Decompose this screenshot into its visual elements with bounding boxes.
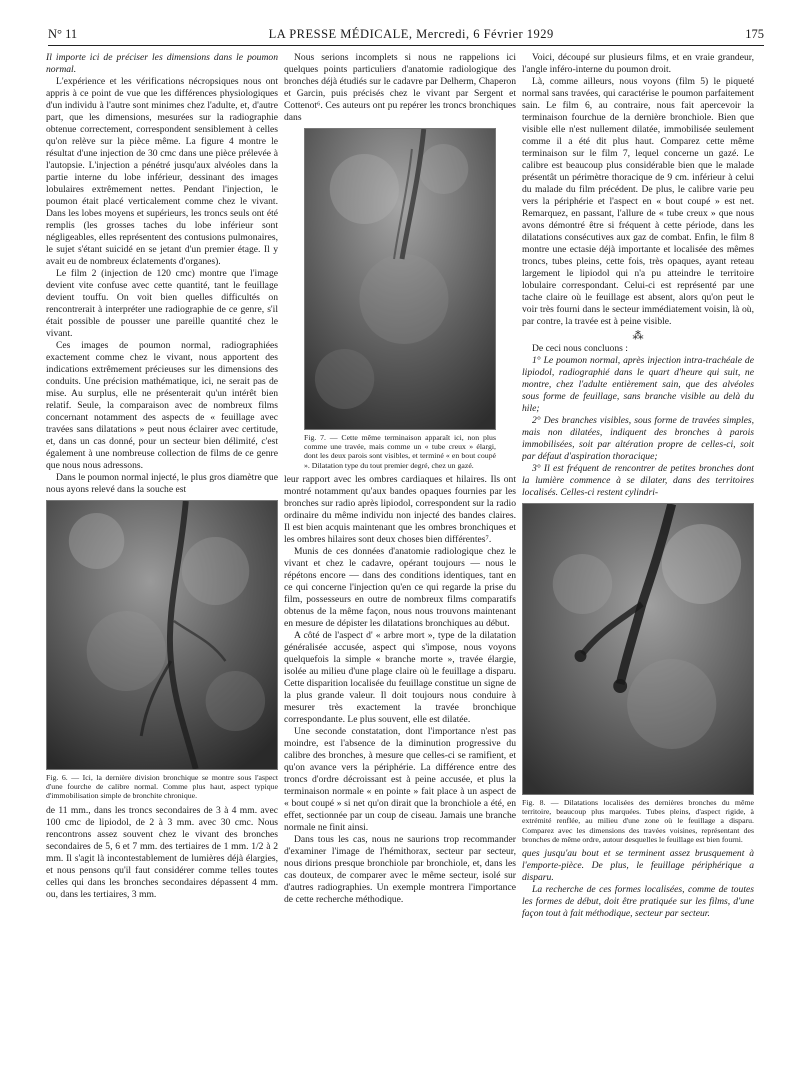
- paragraph: A côté de l'aspect d' « arbre mort », type de la dilatation généralisée accusée, aspect qui s'impose, nous voyons quelquefois la simple « branche morte », travée élargie, isolée au milieu d'une plage claire où le feuillage a disparu. Cette disparition localisée du feuillage constitue un signe de la plus grande valeur. Il doit toujours nous conduire à mesurer très exactement la travée bronchique correspondante. Le plus souvent, elle est dilatée.: [284, 629, 516, 725]
- figure-8: [522, 503, 754, 844]
- paragraph: leur rapport avec les ombres cardiaques et hilaires. Ils ont montré notamment qu'aux bandes opaques fournies par les bronches sur radio après lipiodol, correspondent sur la radio ordinaire du même individu non injecté des bandes claires. Il est bien acquis maintenant que les ombres bronchiques et les ombres hilaires sont deux choses bien différentes⁷.: [284, 473, 516, 545]
- column-1: [46, 52, 278, 1066]
- paragraph: Le film 2 (injection de 120 cmc) montre que l'image devient vite confuse avec cette quantité, tant le feuillage devient touffu. On voit bien quelles difficultés on rencontrerait à interpréter une radiographie de ce genre, s'il était possible de pousser une pareille quantité chez le vivant.: [46, 268, 278, 339]
- paragraph: L'expérience et les vérifications nécropsiques nous ont appris à ce point de vue que les différences physiologiques d'un individu à l'autre sont minimes chez l'adulte, et, d'autre part, que les dimensions, mesurées sur la radiographie obtenue correctement, correspondent sensiblement à celles qu'on relève sur la pièce même. La figure 4 montre le résultat d'une injection de 30 cmc dans une pièce prélevée à l'autopsie. L'injection a pénétré jusqu'aux alvéoles dans la partie interne du lobe inférieur, dessinant des images lobulaires extrêmement nettes. Pendant l'injection, le poumon était placé verticalement comme chez le vivant. Dans les lobes moyens et supérieurs, les troncs seuls ont été remplis (les grosses taches du lobe inférieur sont négligeables, elles représentent des contusions pulmonaires, le sujet s'étant suicidé en se jetant d'un premier étage. Il y avait eu de nombreux éclatements d'organes).: [46, 76, 278, 267]
- column-3: [522, 52, 754, 1066]
- conclusion-2: 2° Des branches visibles, sous forme de travées simples, mais non dilatées, indiquent des bronches à parois immobilisées, soit par altération propre de celles-ci, soit par défaut d'aspiration thoracique;: [522, 415, 754, 462]
- paragraph: Nous serions incomplets si nous ne rappelions ici quelques points particuliers d'anatomie radiologique des bronches déjà étudiés sur le cadavre par Delherm, Chaperon et Garcin, puis précisés chez le vivant par Sergent et Cottenot⁶. Ces auteurs ont pu repérer les troncs bronchiques dans: [284, 52, 516, 123]
- figure-7: [304, 128, 496, 470]
- section-separator: ⁂: [632, 330, 644, 342]
- figure-6: [46, 500, 278, 801]
- running-header: [48, 20, 764, 46]
- paragraph: La recherche de ces formes localisées, comme de toutes les formes de début, doit être pratiquée sur les films, d'une façon tout à fait méthodique, secteur par secteur.: [522, 884, 754, 920]
- conclusion-3: 3° Il est fréquent de rencontrer de petites bronches dont la lumière commence à se dilater, dans des territoires localisés. Celles-ci restent cylindri-: [522, 463, 754, 498]
- conclusion-1: 1° Le poumon normal, après injection intra-trachéale de lipiodol, radiographié dans le quart d'heure qui suit, ne montre, chez l'adulte entièrement sain, que des alvéoles sous forme de feuillage, sans branche visible au delà du hile;: [522, 355, 754, 414]
- page-number: 175: [745, 27, 764, 41]
- paragraph: Ces images de poumon normal, radiographiées exactement comme chez le vivant, nous apportent des indications extrêmement précieuses sur les dimensions des conduits. Une précision mathématique, ici, ne serait pas de mise. Au surplus, elle ne présenterait qu'un intérêt bien relatif. Seule, la comparaison avec de nombreux films concernant notamment des aspects de « feuillage avec travées sans dilatations » peut nous éclairer avec certitude, et, dans un cas donné, pour un secteur bien délimité, c'est également à une nombreuse collection de films de ce genre que nous nous adressons.: [46, 340, 278, 471]
- figure-7-caption: Fig. 7. — Cette même terminaison apparaît ici, non plus comme une travée, mais comme un « tube creux » élargi, dont les deux parois sont visibles, et terminé « en bout coupé ». Dilatation type du tout premier degré, chez un gazé.: [304, 433, 496, 470]
- paragraph: Dans le poumon normal injecté, le plus gros diamètre que nous ayons relevé dans la souche est: [46, 472, 278, 495]
- figure-6-radiograph: [46, 500, 278, 770]
- figure-8-radiograph: [522, 503, 754, 795]
- paragraph: ques jusqu'au bout et se terminent assez brusquement à l'emporte-pièce. De plus, le feuillage périphérique a disparu.: [522, 848, 754, 884]
- journal-title: LA PRESSE MÉDICALE, Mercredi, 6 Février 1929: [268, 27, 554, 41]
- paragraph: de 11 mm., dans les troncs secondaires de 3 à 4 mm. avec 100 cmc de lipiodol, de 2 à 3 mm. avec 30 cmc. Nous rencontrons assez souvent chez le vivant des bronches secondaires de 5, 6 et 7 mm. des tertiaires de 1 mm. 1/2 à 2 mm. Il s'agit là incontestablement de lumières déjà élargies, et nous pensons qu'il faut considérer comme telles toutes celles qui dans les bronches secondaires dépassent 4 mm. ou, dans les tertiaires, 3 mm.: [46, 804, 278, 900]
- paragraph: Il importe ici de préciser les dimensions dans le poumon normal.: [46, 52, 278, 75]
- paragraph: Dans tous les cas, nous ne saurions trop recommander d'examiner l'image de l'hémithorax, secteur par secteur, nous dirions presque bronchiole par bronchiole, et, dans les cas douteux, de comparer avec le même secteur, isolé sur d'autres radiographies. Un exemple montrera l'importance de cette recherche méthodique.: [284, 833, 516, 905]
- paragraph: Munis de ces données d'anatomie radiologique chez le vivant et chez le cadavre, opérant toujours — nous le répétons encore — dans des conditions identiques, tant en ce qui concerne l'injection qu'en ce qui regarde la prise du film, possesseurs en outre de nombreux films comparatifs obtenus de la même façon, nous nous trouvons maintenant en mesure de dépister les dilatations bronchiques au début.: [284, 545, 516, 629]
- paragraph: Là, comme ailleurs, nous voyons (film 5) le piqueté normal sans travées, qui caractérise le poumon parfaitement sain. Le film 6, au contraire, nous fait apercevoir la terminaison fourchue de la dernière bronchiole. Bien que visible elle n'est nullement dilatée, immobilisée seulement comme il a été dit plus haut. Comparez cette même terminaison sur le film 7, lequel concerne un gazé. Le calibre est beaucoup plus considérable bien que le malade présentât un périmètre thoracique de 9 cm. inférieur à celui du malade du film précédent. De plus, le calibre varie peu vers la périphérie et l'aspect en « bout coupé » est net. Remarquez, en passant, l'allure de « tube creux » que nous avons démontré être si fréquent à cette période, dans les dilatations consécutives aux gaz de combat. Enfin, le film 8 montre une ectasie déjà importante et localisée des mêmes troncs, tubes pleins, cette fois, très opaques, ayant reteau largement le lipiodol qui n'a pu atteindre le territoire lobulaire correspondant. Celui-ci est représenté par une tache claire où le feuillage est absent, alors qu'on peut le voir très fourni dans le secteur immédiatement voisin, là où, par contre, la travée est à peine visible.: [522, 76, 754, 327]
- figure-6-caption: Fig. 6. — Ici, la dernière division bronchique se montre sous l'aspect d'une fourche de calibre normal. Comme plus haut, aspect typique d'immobilisation simple de bronchite chronique.: [46, 773, 278, 801]
- column-2: [284, 52, 516, 1066]
- figure-7-radiograph: [304, 128, 496, 430]
- figure-8-caption: Fig. 8. — Dilatations localisées des dernières bronches du même territoire, beaucoup plus marquées. Tubes pleins, d'aspect rigide, à extrémité renflée, au milieu d'une zone où le feuillage a disparu. Comparez avec les dimensions des travées voisines, représentant des bronches de même ordre, autour desquelles le feuillage est bien fourni.: [522, 798, 754, 844]
- paragraph: Une seconde constatation, dont l'importance n'est pas moindre, est l'absence de la diminution progressive du calibre des bronches, à mesure que celles-ci se ramifient, et qu'on avance vers la périphérie. La différence entre des troncs d'ordre décroissant est à peine accusée, et plus la terminaison normale « en pointe » fait place à un aspect de « bout coupé » si net qu'on dirait que la bronchiole a été, en effet, sectionnée par un coup de ciseau. Jamais une branche normale ne finit ainsi.: [284, 725, 516, 833]
- issue-number: N° 11: [48, 27, 78, 41]
- paragraph: Voici, découpé sur plusieurs films, et en vraie grandeur, l'angle inféro-interne du poumon droit.: [522, 52, 754, 75]
- paragraph: De ceci nous concluons :: [532, 343, 628, 354]
